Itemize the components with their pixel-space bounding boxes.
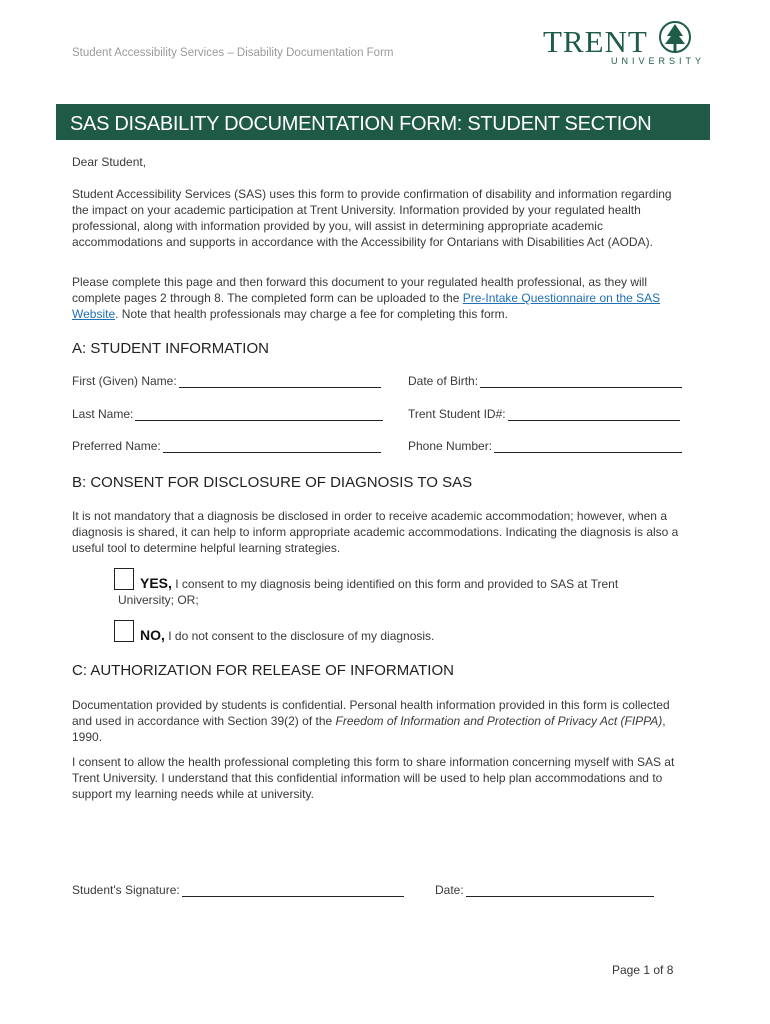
first-name-field[interactable] — [72, 374, 381, 388]
instructions-text-end: . Note that health professionals may charge a fee for completing this form. — [115, 307, 509, 321]
page-title: SAS DISABILITY DOCUMENTATION FORM: STUDENT SECTION — [70, 113, 652, 135]
no-label: NO, — [140, 627, 165, 643]
first-name-label: First (Given) Name: — [72, 374, 177, 388]
phone-label: Phone Number: — [408, 439, 493, 453]
fippa-year: , 1990. — [72, 714, 666, 744]
last-name-line[interactable] — [135, 419, 383, 421]
signature-line[interactable] — [182, 895, 404, 897]
dob-line[interactable] — [480, 386, 682, 388]
fippa-text: Documentation provided by students is confidential. Personal health information provided in this form is collected and used in accordance with Section 39(2) of the — [72, 698, 670, 728]
consent-no-option — [140, 627, 660, 644]
fippa-act-name: Freedom of Information and Protection of Privacy Act (FIPPA) — [335, 714, 663, 728]
yes-text: I consent to my diagnosis being identified on this form and provided to SAS at Trent University; OR; — [118, 577, 619, 607]
tree-crest-icon — [655, 18, 695, 58]
trent-university-logo — [543, 18, 706, 68]
preferred-name-field[interactable] — [72, 439, 381, 453]
student-id-field[interactable] — [408, 407, 680, 421]
section-a-heading: A: STUDENT INFORMATION — [72, 340, 269, 357]
dob-field[interactable] — [408, 374, 682, 388]
last-name-field[interactable] — [72, 407, 383, 421]
salutation: Dear Student, — [72, 155, 147, 169]
section-b-heading: B: CONSENT FOR DISCLOSURE OF DIAGNOSIS TO SAS — [72, 474, 473, 491]
date-line[interactable] — [466, 895, 654, 897]
student-id-label: Trent Student ID#: — [408, 407, 506, 421]
student-id-line[interactable] — [508, 419, 680, 421]
yes-label: YES, — [140, 575, 172, 591]
instructions-text: Please complete this page and then forward this document to your regulated health professional, as they will complete pages 2 through 8. The completed form can be uploaded to the — [72, 275, 648, 305]
consent-no-checkbox[interactable] — [114, 620, 134, 642]
no-text: I do not consent to the disclosure of my diagnosis. — [168, 629, 435, 643]
phone-line[interactable] — [494, 451, 682, 453]
date-field[interactable] — [435, 883, 654, 897]
logo-subtitle: UNIVERSITY — [611, 56, 706, 66]
section-c-heading: C: AUTHORIZATION FOR RELEASE OF INFORMATION — [72, 662, 454, 679]
instructions-paragraph — [72, 274, 690, 322]
dob-label: Date of Birth: — [408, 374, 479, 388]
running-header: Student Accessibility Services – Disability Documentation Form — [72, 47, 394, 59]
signature-label: Student's Signature: — [72, 883, 180, 897]
first-name-line[interactable] — [179, 386, 381, 388]
phone-field[interactable] — [408, 439, 682, 453]
pre-intake-link[interactable]: Pre-Intake Questionnaire on the SAS Website — [72, 291, 661, 321]
logo-wordmark: TRENT — [543, 24, 648, 59]
date-label: Date: — [435, 883, 464, 897]
section-c-paragraph — [72, 697, 690, 745]
signature-field[interactable] — [72, 883, 404, 897]
section-b-text: It is not mandatory that a diagnosis be disclosed in order to receive academic accommodation; however, when a diagnosis is shared, it can help to inform appropriate academic accommodations. Indicating the diagnosis is also a useful tool to determine helpful learning strategies. — [72, 509, 679, 555]
preferred-name-label: Preferred Name: — [72, 439, 161, 453]
page-number: Page 1 of 8 — [612, 963, 674, 977]
consent-yes-option — [118, 575, 658, 608]
title-banner — [56, 104, 710, 140]
intro-paragraph: Student Accessibility Services (SAS) uses this form to provide confirmation of disability and information regarding the impact on your academic participation at Trent University. Information provided by your regulated health professional, along with information provided by you, will assist in determining appropriate academic accommodations and supports in accordance with the Accessibility for Ontarians with Disabilities Act (AODA). — [72, 187, 672, 249]
last-name-label: Last Name: — [72, 407, 134, 421]
consent-statement: I consent to allow the health professional completing this form to share information concerning myself with SAS at Trent University. I understand that this confidential information will be used to help plan accommodations and to support my learning needs while at university. — [72, 755, 675, 801]
preferred-name-line[interactable] — [163, 451, 381, 453]
